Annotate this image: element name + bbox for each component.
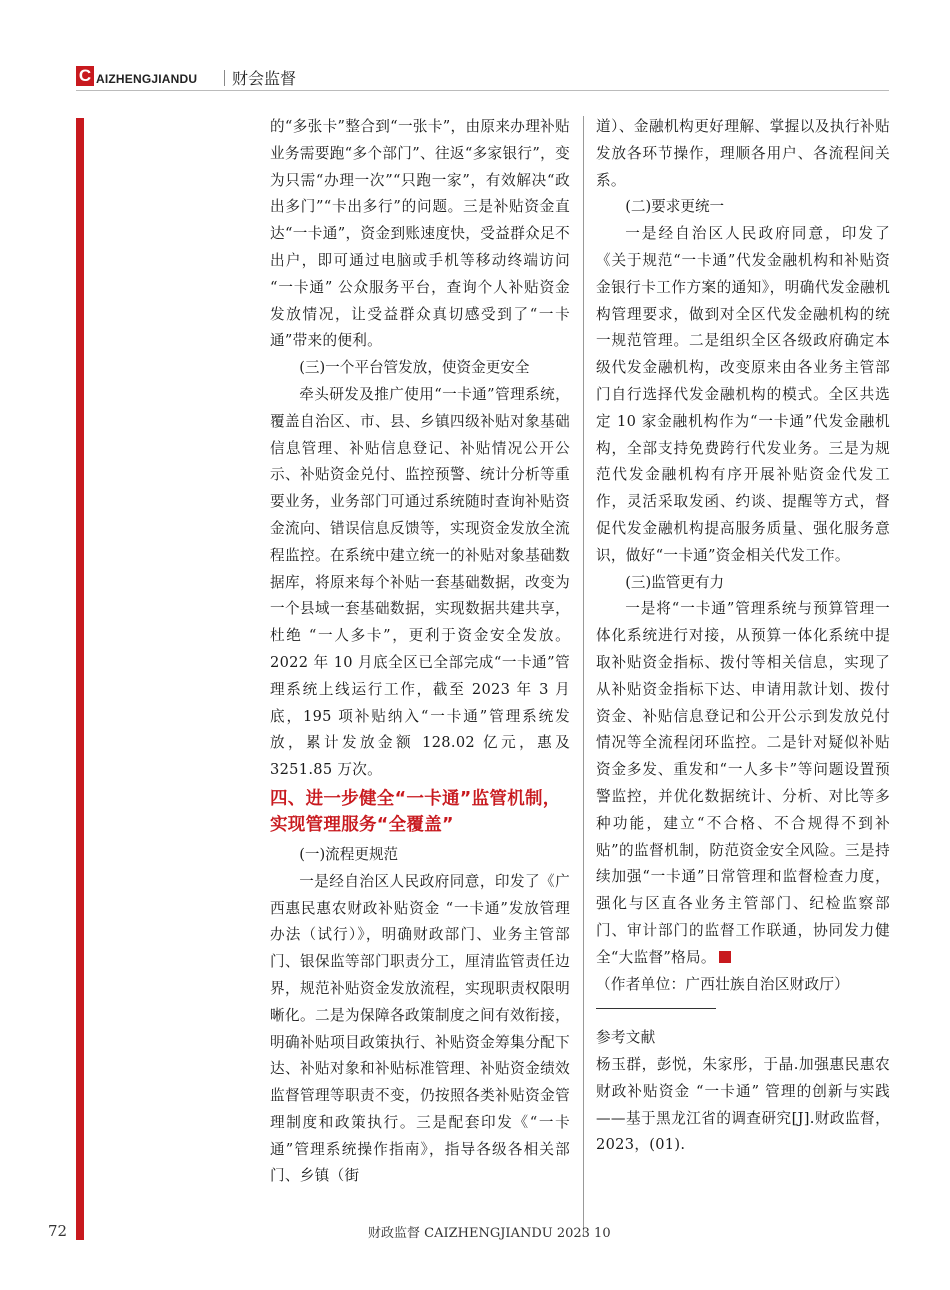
reference-entry: 杨玉群，彭悦，朱家彤，于晶.加强惠民惠农财政补贴资金 “一卡通” 管理的创新与实践——基于黑龙江省的调查研究[J].财政监督，2023，(01). <box>596 1056 890 1154</box>
section-title: 财会监督 <box>232 69 297 88</box>
subheading: (二)要求更统一 <box>625 198 725 216</box>
journal-logo-text: AIZHENGJIANDU <box>96 72 198 86</box>
paragraph: 道）、金融机构更好理解、掌握以及执行补贴发放各环节操作，理顺各用户、各流程间关系。 <box>596 118 890 189</box>
references-heading: 参考文献 <box>596 1029 656 1047</box>
journal-logo-letter: C <box>76 66 94 86</box>
paragraph-text: 一是将“一卡通”管理系统与预算管理一体化系统进行对接，从预算一体化系统中提取补贴资金指标、拨付等相关信息，实现了从补贴资金指标下达、申请用款计划、拨付资金、补贴信息登记和公开公示到发放兑付情况等全流程闭环监控。二是针对疑似补贴资金多发、重发和“一人多卡”等问题设置预警监控，并优化数据统计、分析、对比等多种功能，建立“不合格、不合规得不到补贴”的监督机制，防范资金安全风险。三是持续加强“一卡通”日常管理和监督检查力度，强化与区直各业务主管部门、纪检监察部门、审计部门的监督工作联通，协同发力健全“大监督”格局。 <box>596 600 890 966</box>
column-divider <box>583 116 584 1236</box>
closing-paragraph <box>596 596 890 971</box>
subheading: (一)流程更规范 <box>299 845 399 863</box>
subheading: (三)监管更有力 <box>625 573 725 591</box>
decorative-side-bar <box>76 118 84 1240</box>
paragraph: 牵头研发及推广使用“一卡通”管理系统，覆盖自治区、市、县、乡镇四级补贴对象基础信息管理、补贴信息登记、补贴情况公开公示、补贴资金兑付、监控预警、统计分析等重要业务，业务部门可通过系统随时查询补贴资金流向、错误信息反馈等，实现资金发放全流程监控。在系统中建立统一的补贴对象基础数据库，将原来每个补贴一套基础数据，改变为一个县域一套基础数据，实现数据共建共享，杜绝 “一人多卡”，更利于资金安全发放。2022 年 10 月底全区已全部完成“一卡通”管理系统上线运行工作，截至 2023 年 3 月底，195 项补贴纳入“一卡通”管理系统发放，累计发放金额 128.02 亿元，惠及 3251.85 万次。 <box>270 385 570 779</box>
reference-divider <box>596 1008 716 1009</box>
subheading: (三)一个平台管发放，使资金更安全 <box>299 359 530 377</box>
footer-journal: 财政监督 CAIZHENGJIANDU 2023 10 <box>368 1226 611 1241</box>
paragraph: 的“多张卡”整合到“一张卡”，由原来办理补贴业务需要跑“多个部门”、往返“多家银行”，变为只需“办理一次”“只跑一家”，有效解决“政出多门”“卡出多行”的问题。三是补贴资金直达“一卡通”，资金到账速度快，受益群众足不出户，即可通过电脑或手机等移动终端访问 “一卡通” 公众服务平台，查询个人补贴资金发放情况，让受益群众真切感受到了“一卡通”带来的便利。 <box>270 118 570 350</box>
paragraph: 一是经自治区人民政府同意，印发了《关于规范“一卡通”代发金融机构和补贴资金银行卡工作方案的通知》，明确代发金融机构管理要求，做到对全区代发金融机构的统一规范管理。二是组织全区各级政府确定本级代发金融机构，改变原来由各业务主管部门自行选择代发金融机构的模式。全区共选定 10 家金融机构作为“一卡通”代发金融机构，全部支持免费跨行代发业务。三是为规范代发金融机构有序开展补贴资金代发工作，灵活采取发函、约谈、提醒等方式，督促代发金融机构提高服务质量、强化服务意识，做好“一卡通”资金相关代发工作。 <box>596 225 890 564</box>
header-rule <box>76 90 889 91</box>
page-number: 72 <box>48 1222 68 1240</box>
left-column <box>270 114 570 1190</box>
right-column <box>596 114 890 1159</box>
paragraph: 一是经自治区人民政府同意，印发了《广西惠民惠农财政补贴资金 “一卡通”发放管理办法（试行）》，明确财政部门、业务主管部门、银保监等部门职责分工，厘清监管责任边界，规范补贴资金发放流程，实现职责权限明晰化。二是为保障各政策制度之间有效衔接，明确补贴项目政策执行、补贴资金筹集分配下达、补贴对象和补贴标准管理、补贴资金绩效监督管理等职责不变，仍按照各类补贴资金管理制度和政策执行。三是配套印发《“一卡通”管理系统操作指南》，指导各级各相关部门、乡镇（街 <box>270 872 570 1185</box>
section-heading: 四、进一步健全“一卡通”监管机制，实现管理服务“全覆盖” <box>270 788 561 835</box>
end-mark-icon <box>719 951 731 963</box>
author-affiliation: （作者单位：广西壮族自治区财政厅） <box>596 975 850 993</box>
header-divider <box>224 70 225 86</box>
